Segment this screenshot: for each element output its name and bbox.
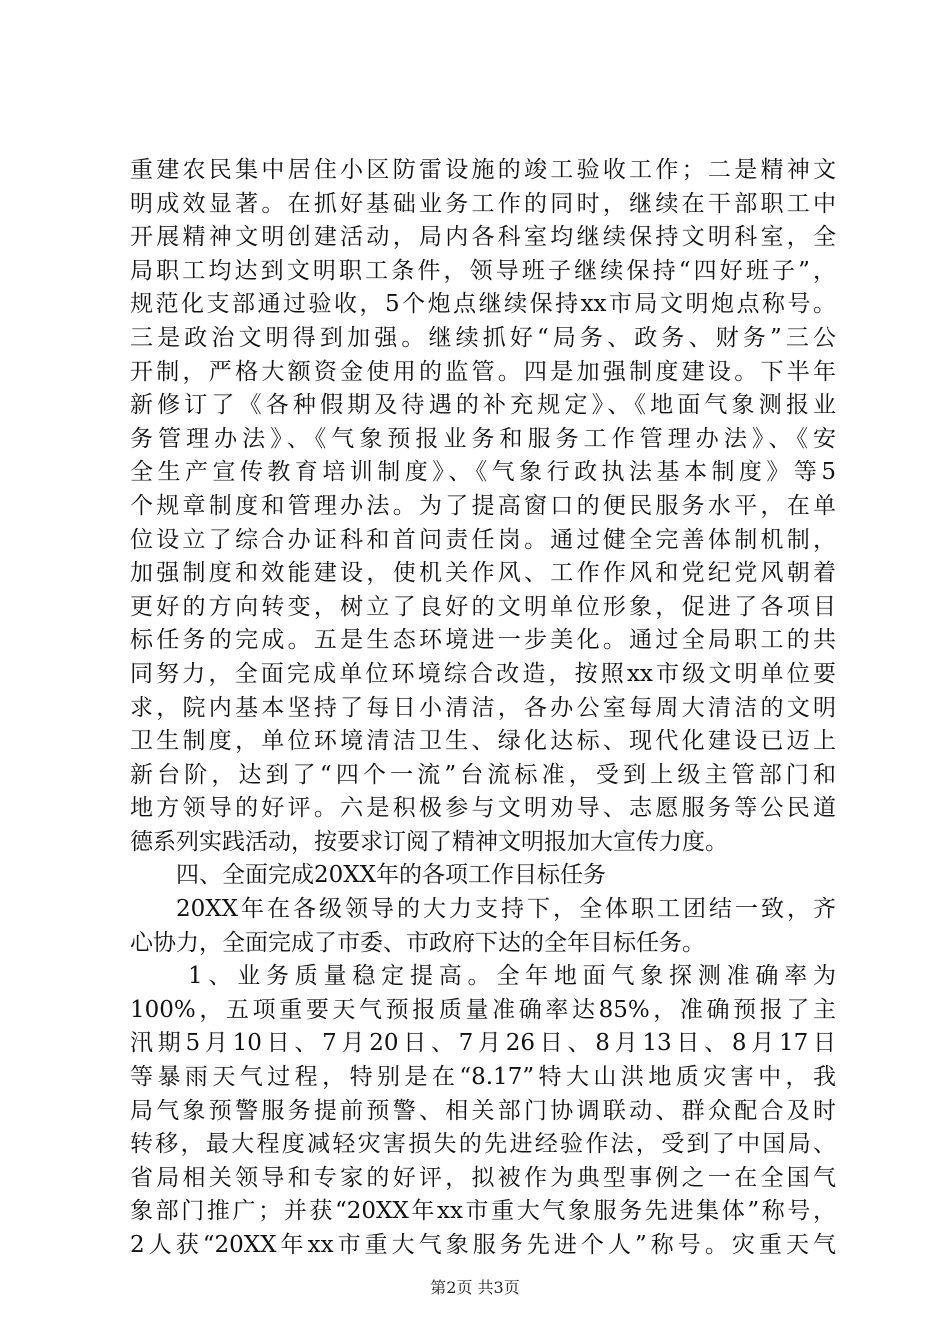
text-line: 局气象预警服务提前预警、相关部门协调联动、群众配合及时 [130,1097,836,1124]
text-line: 开制，严格大额资金使用的监管。四是加强制度建设。下半年 [130,358,836,385]
text-line: 更好的方向转变，树立了良好的文明单位形象，促进了各项目 [130,593,836,620]
text-line: 局职工均达到文明职工条件，领导班子继续保持“四好班子”， [130,257,836,284]
text-line: 等暴雨天气过程，特别是在“8.17”特大山洪地质灾害中，我 [130,1064,836,1091]
text-line: 转移，最大程度减轻灾害损失的先进经验作法，受到了中国局、 [130,1131,836,1158]
text-line: 新修订了《各种假期及待遇的补充规定》、《地面气象测报业 [130,392,836,419]
text-line: 全生产宣传教育培训制度》、《气象行政执法基本制度》等5 [130,459,836,486]
text-line: 加强制度和效能建设，使机关作风、工作作风和党纪党风朝着 [130,560,836,587]
text-line: 省局相关领导和专家的好评，拟被作为典型事例之一在全国气 [130,1164,836,1191]
text-line: 汛期5月10日、7月20日、7月26日、8月13日、8月17日 [130,1030,836,1057]
text-line: 20XX年在各级领导的大力支持下，全体职工团结一致，齐 [176,896,836,923]
text-line: 位设立了综合办证科和首问责任岗。通过健全完善体制机制， [130,526,836,553]
document-body [130,154,836,1263]
text-line: 务管理办法》、《气象预报业务和服务工作管理办法》、《安 [130,425,836,452]
text-line: 三是政治文明得到加强。继续抓好“局务、政务、财务”三公 [130,324,836,351]
text-line: 地方领导的好评。六是积极参与文明劝导、志愿服务等公民道 [130,795,836,822]
text-line: 德系列实践活动，按要求订阅了精神文明报加大宣传力度。 [130,828,728,855]
section-heading: 四、全面完成20XX年的各项工作目标任务 [176,862,607,889]
text-line: 100%，五项重要天气预报质量准确率达85%，准确预报了主 [130,996,836,1023]
page-number-footer: 第2页 共3页 [430,1278,520,1297]
text-line: 2人获“20XX年xx市重大气象服务先进个人”称号。灾重天气 [130,1232,836,1258]
text-line: 象部门推广；并获“20XX年xx市重大气象服务先进集体”称号， [130,1198,836,1225]
text-line: 新台阶，达到了“四个一流”台流标准，受到上级主管部门和 [130,761,836,788]
text-line: 求，院内基本坚持了每日小清洁，各办公室每周大清洁的文明 [130,694,836,721]
text-line: 明成效显著。在抓好基础业务工作的同时，继续在干部职工中 [130,190,836,217]
text-line: 规范化支部通过验收，5个炮点继续保持xx市局文明炮点称号。 [130,291,836,318]
text-line: 标任务的完成。五是生态环境进一步美化。通过全局职工的共 [130,627,836,654]
text-line: 开展精神文明创建活动，局内各科室均继续保持文明科室，全 [130,224,836,251]
text-line: 同努力，全面完成单位环境综合改造，按照xx市级文明单位要 [130,660,836,687]
text-line: 个规章制度和管理办法。为了提高窗口的便民服务水平，在单 [130,492,836,519]
text-line: 1、业务质量稳定提高。全年地面气象探测准确率为 [188,963,836,990]
text-line: 卫生制度，单位环境清洁卫生、绿化达标、现代化建设已迈上 [130,728,836,755]
text-line: 心协力，全面完成了市委、市政府下达的全年目标任务。 [130,929,705,956]
text-line: 重建农民集中居住小区防雷设施的竣工验收工作；二是精神文 [130,157,836,183]
